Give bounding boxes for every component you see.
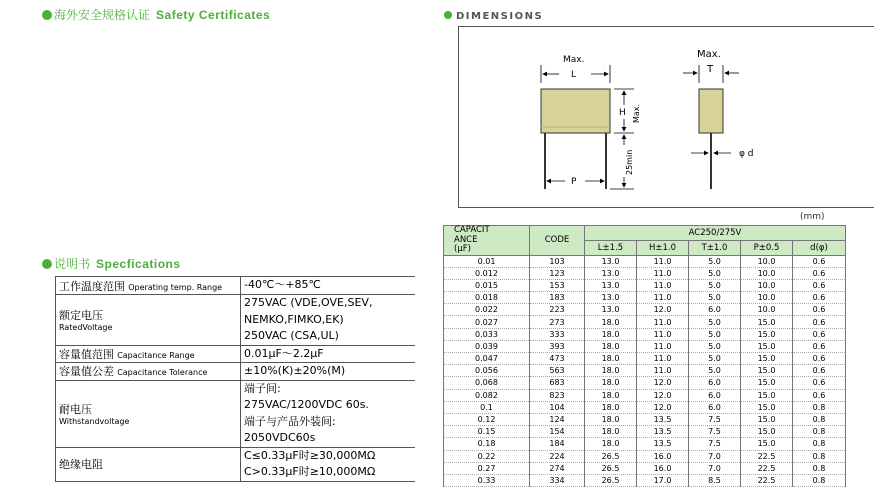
- table-cell: 0.8: [793, 401, 846, 413]
- spec-row: [56, 345, 416, 363]
- spec-heading-zh: 说明书: [54, 257, 91, 271]
- table-cell: 0.6: [793, 340, 846, 352]
- h-max-label: Max.: [632, 103, 641, 123]
- table-cell: 26.5: [585, 450, 637, 462]
- table-cell: 0.27: [444, 462, 530, 474]
- table-cell: 18.0: [585, 438, 637, 450]
- spec-row: [56, 447, 416, 481]
- table-cell: 273: [530, 316, 585, 328]
- spec-label-zh: 容量值公差: [59, 365, 114, 379]
- table-cell: 26.5: [585, 474, 637, 486]
- table-cell: 6.0: [689, 389, 741, 401]
- table-cell: 11.0: [637, 328, 689, 340]
- capacitance-table-body: [444, 255, 846, 487]
- table-cell: 224: [530, 450, 585, 462]
- h-label: H: [619, 108, 626, 118]
- table-cell: 0.018: [444, 292, 530, 304]
- table-cell: 0.047: [444, 353, 530, 365]
- dimensions-heading: [444, 11, 543, 22]
- header-d: d(φ): [793, 240, 846, 255]
- table-cell: 22.5: [741, 474, 793, 486]
- table-cell: 184: [530, 438, 585, 450]
- header-code: CODE: [530, 226, 585, 256]
- table-cell: 15.0: [741, 316, 793, 328]
- spec-value: [241, 345, 416, 363]
- table-cell: 18.0: [585, 377, 637, 389]
- table-cell: 18.0: [585, 353, 637, 365]
- table-row: [444, 377, 846, 389]
- header-h: H±1.0: [637, 240, 689, 255]
- table-cell: 823: [530, 389, 585, 401]
- spec-row: [56, 295, 416, 346]
- table-cell: 5.0: [689, 340, 741, 352]
- capacitor-dimension-diagram: [459, 27, 874, 209]
- max-l-label: Max.: [563, 55, 585, 65]
- table-cell: 183: [530, 292, 585, 304]
- table-row: [444, 279, 846, 291]
- table-cell: 0.8: [793, 438, 846, 450]
- table-cell: 5.0: [689, 279, 741, 291]
- table-cell: 15.0: [741, 377, 793, 389]
- table-cell: 13.0: [585, 267, 637, 279]
- spec-value-line: 2050VDC60s: [244, 431, 316, 444]
- spec-label-en: Operating temp. Range: [128, 282, 223, 292]
- table-cell: 0.01: [444, 255, 530, 267]
- table-row: [444, 292, 846, 304]
- header-cap-line: ANCE: [454, 234, 478, 245]
- spec-value: [241, 295, 416, 346]
- table-cell: 0.012: [444, 267, 530, 279]
- table-row: [444, 438, 846, 450]
- table-cell: 393: [530, 340, 585, 352]
- table-cell: 274: [530, 462, 585, 474]
- table-cell: 0.33: [444, 474, 530, 486]
- table-cell: 0.022: [444, 304, 530, 316]
- spec-label: [56, 295, 241, 346]
- max-t-label: Max.: [697, 49, 721, 60]
- safety-certificates-heading: [42, 8, 270, 22]
- table-cell: 13.0: [585, 279, 637, 291]
- table-row: [444, 450, 846, 462]
- spec-label-zh: 工作温度范围: [59, 279, 125, 293]
- table-row: [444, 462, 846, 474]
- phi-d-label: φ d: [739, 149, 754, 159]
- table-cell: 0.6: [793, 389, 846, 401]
- table-row: [444, 328, 846, 340]
- table-cell: 123: [530, 267, 585, 279]
- table-cell: 0.082: [444, 389, 530, 401]
- spec-heading-en: Specfications: [96, 257, 181, 271]
- table-row: [444, 340, 846, 352]
- table-cell: 18.0: [585, 401, 637, 413]
- table-cell: 0.1: [444, 401, 530, 413]
- table-cell: 13.5: [637, 438, 689, 450]
- spec-value-line: NEMKO,FIMKO,EK): [244, 312, 344, 326]
- table-cell: 7.5: [689, 413, 741, 425]
- l-label: L: [571, 70, 577, 80]
- specifications-table: [55, 276, 415, 482]
- spec-value-line: 0.01μF～2.2μF: [244, 346, 324, 360]
- table-cell: 5.0: [689, 292, 741, 304]
- table-cell: 18.0: [585, 316, 637, 328]
- table-cell: 16.0: [637, 462, 689, 474]
- table-cell: 0.8: [793, 450, 846, 462]
- spec-label-en: Capacitance Range: [117, 350, 195, 360]
- table-cell: 5.0: [689, 365, 741, 377]
- table-cell: 22.5: [741, 462, 793, 474]
- table-cell: 0.8: [793, 462, 846, 474]
- table-cell: 0.068: [444, 377, 530, 389]
- spec-value-line: 端子间:: [244, 381, 281, 395]
- p-label: P: [571, 177, 577, 187]
- table-cell: 12.0: [637, 304, 689, 316]
- table-cell: 0.6: [793, 353, 846, 365]
- spec-value-line: 275VAC (VDE,OVE,SEV,: [244, 296, 373, 309]
- spec-value-line: C>0.33μF时≥10,000MΩ: [244, 465, 376, 478]
- header-p: P±0.5: [741, 240, 793, 255]
- spec-value-line: 250VAC (CSA,UL): [244, 329, 339, 342]
- table-cell: 223: [530, 304, 585, 316]
- table-cell: 18.0: [585, 328, 637, 340]
- table-cell: 0.6: [793, 267, 846, 279]
- table-cell: 0.6: [793, 292, 846, 304]
- spec-label: [56, 277, 241, 295]
- spec-label: [56, 380, 241, 447]
- table-cell: 10.0: [741, 279, 793, 291]
- table-cell: 13.5: [637, 426, 689, 438]
- table-row: [444, 255, 846, 267]
- table-cell: 6.0: [689, 377, 741, 389]
- table-cell: 11.0: [637, 340, 689, 352]
- table-cell: 6.0: [689, 304, 741, 316]
- safety-heading-en: Safety Certificates: [156, 8, 271, 22]
- table-cell: 13.0: [585, 255, 637, 267]
- table-cell: 153: [530, 279, 585, 291]
- table-cell: 12.0: [637, 401, 689, 413]
- spec-value-line: 端子与产品外装间:: [244, 414, 336, 428]
- table-cell: 0.18: [444, 438, 530, 450]
- spec-value: [241, 447, 416, 481]
- specifications-heading: [42, 257, 181, 271]
- table-row: [444, 401, 846, 413]
- table-row: [444, 353, 846, 365]
- table-cell: 15.0: [741, 401, 793, 413]
- table-cell: 0.22: [444, 450, 530, 462]
- table-cell: 18.0: [585, 365, 637, 377]
- table-cell: 0.039: [444, 340, 530, 352]
- table-cell: 0.12: [444, 413, 530, 425]
- table-cell: 0.8: [793, 426, 846, 438]
- spec-value: [241, 363, 416, 381]
- table-cell: 0.6: [793, 316, 846, 328]
- spec-label-zh: 容量值范围: [59, 347, 114, 361]
- header-l: L±1.5: [585, 240, 637, 255]
- dimensions-heading-text: DIMENSIONS: [456, 11, 544, 22]
- table-cell: 13.0: [585, 304, 637, 316]
- table-cell: 22.5: [741, 450, 793, 462]
- table-cell: 10.0: [741, 255, 793, 267]
- table-cell: 13.0: [585, 292, 637, 304]
- table-cell: 0.033: [444, 328, 530, 340]
- table-cell: 124: [530, 413, 585, 425]
- table-cell: 15.0: [741, 438, 793, 450]
- table-cell: 5.0: [689, 328, 741, 340]
- table-cell: 15.0: [741, 389, 793, 401]
- table-cell: 15.0: [741, 340, 793, 352]
- table-cell: 7.0: [689, 462, 741, 474]
- table-cell: 15.0: [741, 365, 793, 377]
- table-cell: 6.0: [689, 401, 741, 413]
- table-row: [444, 413, 846, 425]
- header-capacitance: [444, 226, 530, 256]
- table-cell: 154: [530, 426, 585, 438]
- table-cell: 0.6: [793, 365, 846, 377]
- safety-heading-zh: 海外安全规格认证: [54, 8, 151, 22]
- table-row: [444, 426, 846, 438]
- spec-label-zh: 额定电压: [59, 309, 103, 323]
- table-cell: 683: [530, 377, 585, 389]
- spec-label-en: Capacitance Tolerance: [117, 368, 208, 378]
- capacitance-table: [443, 225, 846, 487]
- table-cell: 5.0: [689, 316, 741, 328]
- table-cell: 18.0: [585, 426, 637, 438]
- table-cell: 11.0: [637, 279, 689, 291]
- table-cell: 11.0: [637, 255, 689, 267]
- table-cell: 10.0: [741, 292, 793, 304]
- table-cell: 12.0: [637, 377, 689, 389]
- table-cell: 0.8: [793, 474, 846, 486]
- table-cell: 18.0: [585, 340, 637, 352]
- spec-value-line: C≤0.33μF时≥30,000MΩ: [244, 448, 376, 462]
- table-cell: 0.027: [444, 316, 530, 328]
- table-cell: 15.0: [741, 353, 793, 365]
- table-cell: 104: [530, 401, 585, 413]
- table-cell: 7.0: [689, 450, 741, 462]
- table-cell: 18.0: [585, 389, 637, 401]
- header-t: T±1.0: [689, 240, 741, 255]
- spec-row: [56, 363, 416, 381]
- table-cell: 0.056: [444, 365, 530, 377]
- spec-label-en: RatedVoltage: [59, 323, 113, 333]
- table-cell: 16.0: [637, 450, 689, 462]
- table-row: [444, 365, 846, 377]
- header-cap-line: CAPACIT: [454, 225, 490, 235]
- table-cell: 11.0: [637, 267, 689, 279]
- table-cell: 15.0: [741, 328, 793, 340]
- table-cell: 7.5: [689, 438, 741, 450]
- bullet-icon: [42, 10, 52, 20]
- table-cell: 11.0: [637, 353, 689, 365]
- table-cell: 0.8: [793, 413, 846, 425]
- table-cell: 11.0: [637, 316, 689, 328]
- table-cell: 10.0: [741, 304, 793, 316]
- t-label: T: [707, 64, 714, 75]
- spec-label: [56, 447, 241, 481]
- table-cell: 15.0: [741, 426, 793, 438]
- table-cell: 5.0: [689, 255, 741, 267]
- table-cell: 0.6: [793, 328, 846, 340]
- table-cell: 334: [530, 474, 585, 486]
- table-cell: 15.0: [741, 413, 793, 425]
- spec-value-line: -40℃～+85℃: [244, 278, 321, 292]
- spec-label: [56, 345, 241, 363]
- unit-label: (mm): [800, 212, 825, 222]
- table-row: [444, 316, 846, 328]
- table-cell: 17.0: [637, 474, 689, 486]
- bullet-icon: [42, 259, 52, 269]
- table-row: [444, 304, 846, 316]
- spec-row: [56, 380, 416, 447]
- table-cell: 0.6: [793, 255, 846, 267]
- table-cell: 0.015: [444, 279, 530, 291]
- spec-label-zh: 绝缘电阻: [59, 458, 103, 471]
- table-cell: 5.0: [689, 353, 741, 365]
- table-cell: 12.0: [637, 389, 689, 401]
- spec-row: [56, 277, 416, 295]
- spec-label: [56, 363, 241, 381]
- table-cell: 18.0: [585, 413, 637, 425]
- table-row: [444, 389, 846, 401]
- table-cell: 563: [530, 365, 585, 377]
- table-cell: 0.6: [793, 377, 846, 389]
- table-cell: 11.0: [637, 365, 689, 377]
- header-cap-line: (μF): [454, 244, 471, 254]
- table-cell: 10.0: [741, 267, 793, 279]
- bullet-icon: [444, 11, 452, 19]
- min-length-label: 25min: [625, 149, 634, 175]
- table-cell: 26.5: [585, 462, 637, 474]
- table-cell: 0.15: [444, 426, 530, 438]
- table-cell: 0.6: [793, 304, 846, 316]
- spec-value: [241, 380, 416, 447]
- table-cell: 8.5: [689, 474, 741, 486]
- table-cell: 13.5: [637, 413, 689, 425]
- spec-value-line: 275VAC/1200VDC 60s.: [244, 398, 369, 411]
- header-voltage-group: AC250/275V: [585, 226, 846, 241]
- table-cell: 333: [530, 328, 585, 340]
- table-cell: 0.6: [793, 279, 846, 291]
- table-cell: 473: [530, 353, 585, 365]
- table-cell: 11.0: [637, 292, 689, 304]
- table-row: [444, 474, 846, 486]
- spec-label-en: Withstandvoltage: [59, 417, 130, 426]
- table-row: [444, 267, 846, 279]
- spec-label-zh: 耐电压: [59, 403, 92, 416]
- table-cell: 103: [530, 255, 585, 267]
- dimension-drawing: [458, 26, 874, 208]
- spec-value: [241, 277, 416, 295]
- table-cell: 5.0: [689, 267, 741, 279]
- spec-value-line: ±10%(K)±20%(M): [244, 364, 346, 377]
- table-cell: 7.5: [689, 426, 741, 438]
